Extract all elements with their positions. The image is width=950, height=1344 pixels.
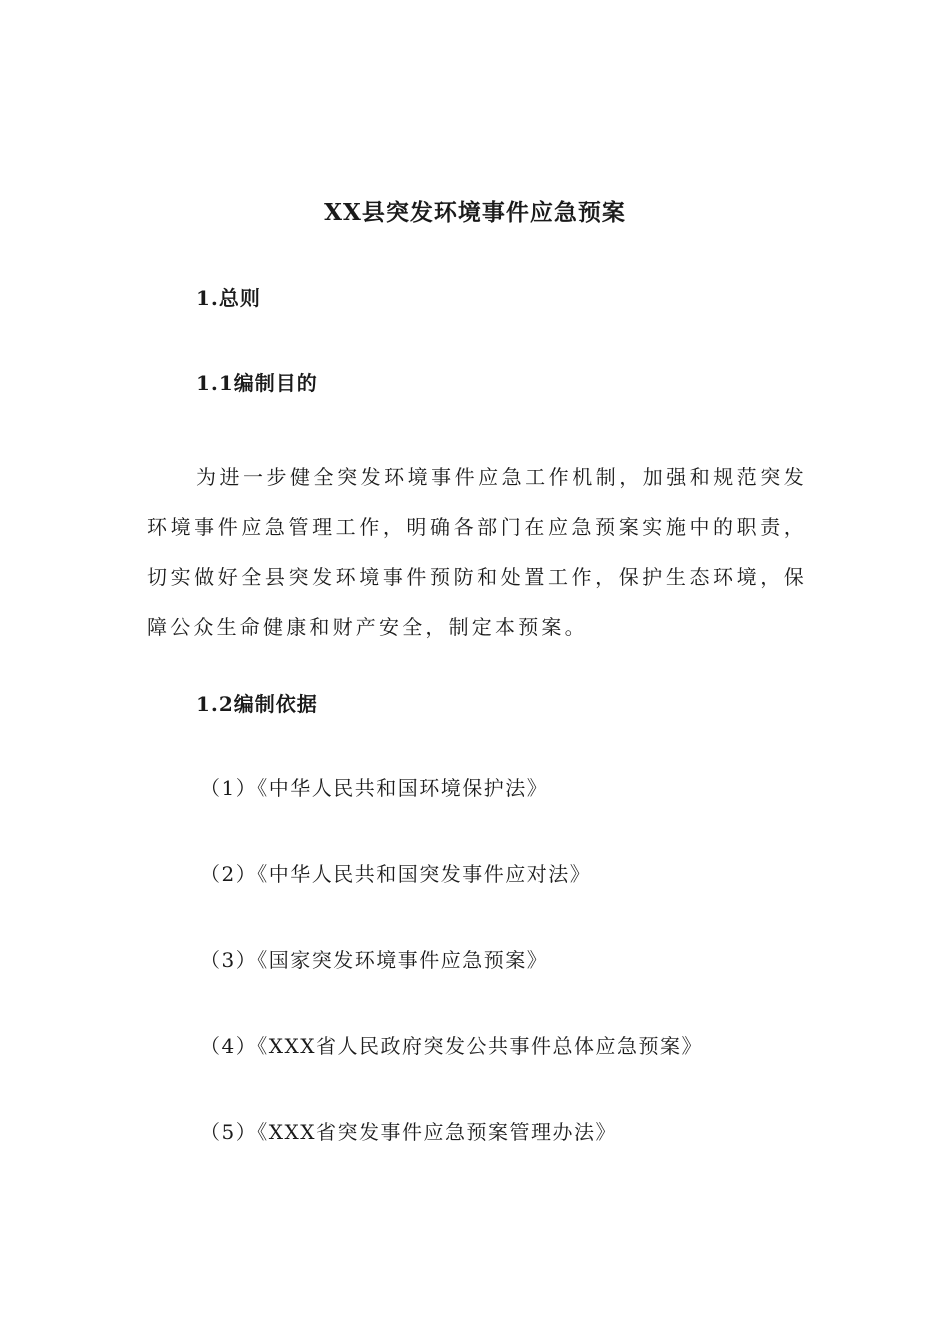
- law-item: （3）《国家突发环境事件应急预案》: [200, 948, 549, 972]
- document-title: XX县突发环境事件应急预案: [324, 199, 626, 226]
- purpose-paragraph: 为进一步健全突发环境事件应急工作机制，加强和规范突发环境事件应急管理工作，明确各部门在应急预案实施中的职责，切实做好全县突发环境事件预防和处置工作，保护生态环境，保障公众生命健康和财产安全，制定本预案。: [147, 465, 807, 639]
- section-heading-general: 1.总则: [196, 286, 261, 310]
- law-item: （4）《XXX省人民政府突发公共事件总体应急预案》: [200, 1034, 703, 1058]
- law-item: （2）《中华人民共和国突发事件应对法》: [200, 862, 592, 886]
- subsection-heading-basis: 1.2编制依据: [196, 692, 318, 716]
- subsection-heading-purpose: 1.1编制目的: [196, 371, 318, 395]
- basis-law-list: [200, 773, 703, 1203]
- law-item: （1）《中华人民共和国环境保护法》: [200, 776, 549, 800]
- law-item: （5）《XXX省突发事件应急预案管理办法》: [200, 1120, 617, 1144]
